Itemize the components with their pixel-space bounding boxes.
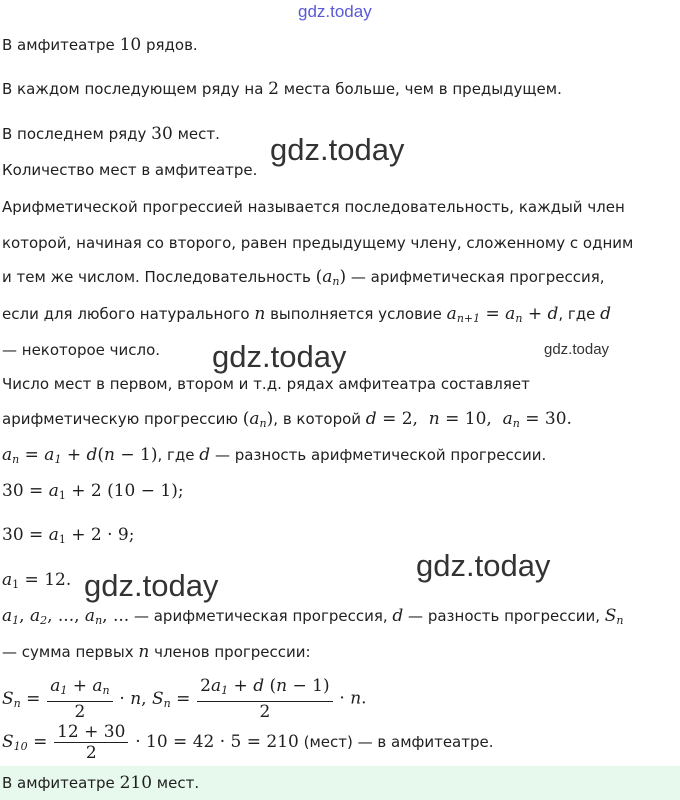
watermark-3: gdz.today (544, 341, 610, 358)
formula-an: $(a_n)$ (315, 267, 347, 288)
formula-sn: $S_n$ (604, 606, 624, 627)
equation-3: $a_1 = 12$. (2, 570, 72, 591)
sum-formulas: $S_n$ = $\frac{a_1 + a_n}{2}$ · n, $S_n$ = $\frac{2a_1 + d (n - 1)}{2}$ · n. (2, 676, 367, 722)
formula-nth-term: $a_n = a_1 + d(n - 1)$ (2, 445, 158, 466)
fraction-sum-1: $\frac{a_1 + a_n}{2}$ (47, 676, 112, 722)
condition-last: В последнем ряду 30 мест. (2, 124, 220, 144)
solution-line-2: арифметическую прогрессию $(a_n)$, в которой d = 2, n = 10, $a_n = 30$. (2, 409, 572, 430)
definition-line-4: если для любого натурального n выполняется условие $a_{n+1} = a_n + d$, где d (2, 304, 612, 325)
definition-line-1: Арифметической прогрессией называется последовательность, каждый член (2, 198, 625, 216)
watermark-2: gdz.today (212, 339, 347, 374)
condition-more: В каждом последующем ряду на 2 места больше, чем в предыдущем. (2, 79, 562, 99)
formula-an-2: $(a_n)$ (242, 409, 274, 430)
question: Количество мест в амфитеатре. (2, 161, 258, 179)
sum-line-1: $a_1$, $a_2$, ..., $a_n$, ... — арифметическая прогрессия, d — разность прогрессии, $S_n$ (2, 606, 624, 627)
solution-line-3: $a_n = a_1 + d(n - 1)$, где d — разность арифметической прогрессии. (2, 445, 547, 466)
more-number: 2 (268, 79, 279, 99)
answer-number: 210 (119, 773, 153, 793)
last-number: 30 (151, 124, 173, 144)
solution-line-1: Число мест в первом, втором и т.д. рядах амфитеатра составляет (2, 375, 530, 393)
watermark-top: gdz.today (298, 2, 372, 21)
watermark-1: gdz.today (270, 132, 405, 167)
formula-sequence: $a_1$, $a_2$, ..., $a_n$, ... (2, 606, 130, 627)
formula-n-2: n (138, 642, 150, 662)
answer-box (0, 766, 680, 800)
fraction-final: $\frac{12 + 30}{2}$ (54, 722, 128, 763)
rows-number: 10 (119, 35, 142, 55)
formula-given: d = 2, n = 10, $a_n = 30$. (365, 409, 572, 430)
definition-line-5: — некоторое число. (2, 341, 161, 359)
watermark-5: gdz.today (84, 568, 219, 603)
answer-text: В амфитеатре 210 мест. (2, 773, 200, 793)
formula-recurrence: $a_{n+1} = a_n + d$ (446, 304, 559, 325)
equation-2: $30 = a_1 + 2 \cdot 9$; (2, 525, 135, 546)
sum-line-2: — сумма первых n членов прогрессии: (2, 642, 311, 662)
condition-rows: В амфитеатре 10 рядов. (2, 35, 198, 55)
definition-line-3: и тем же числом. Последовательность $(a_n)$ — арифметическая прогрессия, (2, 267, 605, 288)
formula-n: n (254, 304, 266, 324)
watermark-4: gdz.today (416, 548, 551, 583)
formula-d-3: d (392, 606, 404, 626)
definition-line-2: которой, начиная со второго, равен предыдущему члену, сложенному с одним (2, 234, 634, 252)
final-calculation: $S_{10}$ = $\frac{12 + 30}{2}$ · 10 = 42 · 5 = 210 (мест) — в амфитеатре. (2, 722, 494, 763)
equation-1: $30 = a_1 + 2$ (10 − 1); (2, 481, 184, 502)
fraction-sum-2: $\frac{2a_1 + d (n - 1)}{2}$ (197, 676, 332, 722)
formula-d-2: d (199, 445, 211, 465)
formula-d: d (600, 304, 612, 324)
